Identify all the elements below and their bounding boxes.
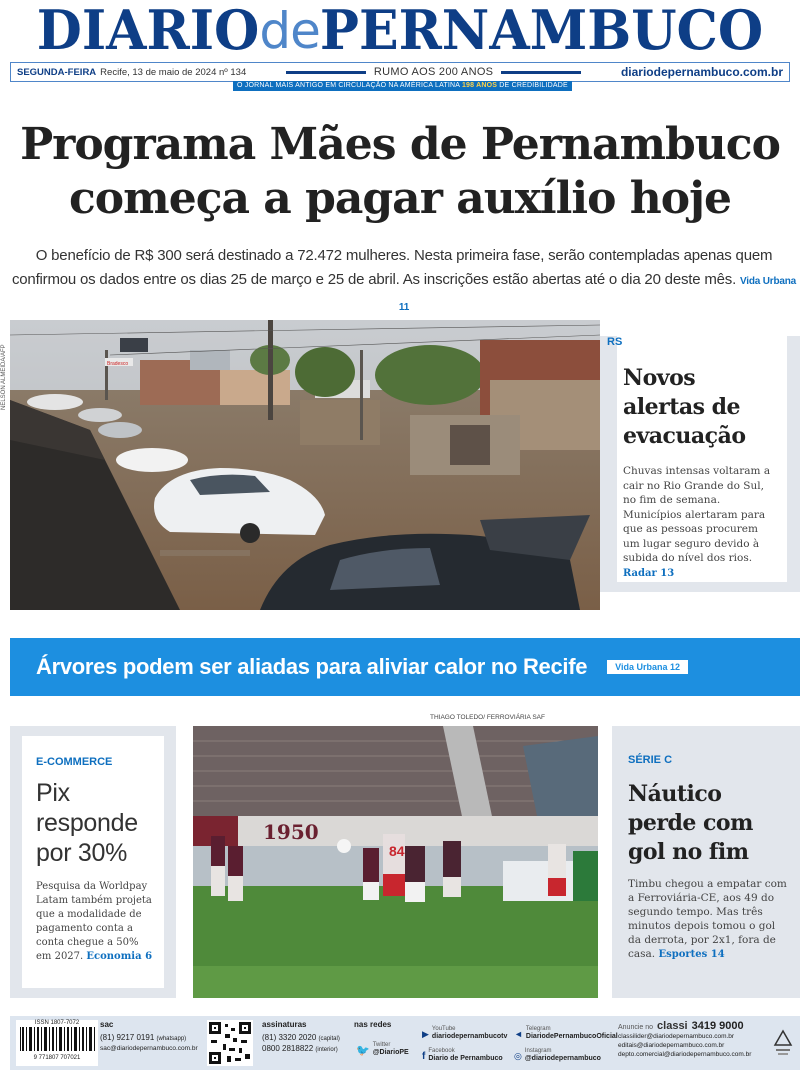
- instagram-label: Instagram: [524, 1048, 552, 1054]
- qr-code-icon[interactable]: [207, 1020, 253, 1066]
- barcode-number: 9 771807 707021: [33, 1055, 81, 1061]
- lead-text: O benefício de R$ 300 será destinado a 72.472 mulheres. Nesta primeira fase, serão contempladas apenas quem confirmou os dados entre os dias 25 de março e 25 de abril. As inscrições estão abertas até o dia 20 deste mês.: [11, 247, 773, 288]
- lead-paragraph: [10, 244, 798, 320]
- headline-line-1: Programa Mães de Pernambuco: [20, 119, 780, 170]
- twitter-icon: 🐦: [356, 1044, 370, 1057]
- youtube-handle: diariodepernambucotv: [431, 1033, 508, 1040]
- telegram-icon: ◄: [514, 1029, 523, 1039]
- serie-c-body: [628, 877, 788, 962]
- youtube-link[interactable]: [422, 1026, 507, 1042]
- tagline-text: O JORNAL MAIS ANTIGO EM CIRCULAÇÃO NA AMÉRICA LATINA: [237, 82, 460, 89]
- classi-block: [618, 1020, 768, 1059]
- youtube-label: YouTube: [431, 1026, 456, 1032]
- divider-line-right: [501, 71, 581, 74]
- wall-number: 1950: [263, 820, 319, 844]
- flood-photo-illustration: [10, 320, 600, 610]
- barcode-box: [16, 1020, 98, 1066]
- assinaturas-block: [262, 1020, 352, 1055]
- sac-block: [100, 1020, 206, 1054]
- rs-page-ref[interactable]: Radar 13: [623, 567, 675, 579]
- redes-label: nas redes: [354, 1020, 392, 1029]
- ass-phone-line-2: [262, 1044, 352, 1055]
- recycle-icon: [772, 1028, 794, 1058]
- ecommerce-body: [36, 880, 156, 964]
- instagram-link[interactable]: [514, 1048, 601, 1064]
- rumo-wrap: [246, 66, 621, 78]
- trees-banner[interactable]: [10, 638, 800, 696]
- weekday: SEGUNDA-FEIRA: [17, 66, 97, 78]
- main-headline[interactable]: [10, 118, 790, 226]
- ecommerce-title: Pix responde por 30%: [36, 779, 138, 867]
- photo1-credit: [0, 320, 10, 410]
- serie-c-page-ref[interactable]: Esportes 14: [658, 949, 725, 960]
- footer-bar: [10, 1016, 800, 1070]
- serie-c-title: Náutico perde com gol no fim: [628, 781, 753, 865]
- classi-email-3[interactable]: depto.comercial@diariodepernambuco.com.br: [618, 1051, 752, 1058]
- classi-header: [618, 1020, 768, 1032]
- ass-phone-2[interactable]: 0800 2818822: [262, 1044, 314, 1053]
- rs-story[interactable]: [607, 336, 787, 582]
- anuncie-label: Anuncie no: [618, 1024, 654, 1031]
- sac-phone-note: (whatsapp): [156, 1036, 187, 1042]
- classi-email-2[interactable]: editais@diariodepernambuco.com.br: [618, 1042, 725, 1049]
- bank-sign: Bradesco: [107, 361, 129, 367]
- rs-body-text: Chuvas intensas voltaram a cair no Rio Grande do Sul, no fim de semana. Municípios alertaram para que as pessoas procurem um lugar seguro devido à subida do nível dos rios.: [623, 465, 771, 564]
- facebook-icon: f: [422, 1050, 426, 1062]
- jersey-number: 84: [389, 843, 405, 859]
- flood-photo[interactable]: [10, 320, 600, 610]
- ecommerce-story[interactable]: [22, 736, 164, 988]
- photo1-credit-text: NELSON ALMEIDA/AFP: [1, 344, 7, 410]
- facebook-handle: Diario de Pernambuco: [428, 1055, 503, 1062]
- ass-phone-1[interactable]: (81) 3320 2020: [262, 1033, 317, 1042]
- barcode-icon: [16, 1026, 98, 1052]
- tagline-tail: DE CREDIBILIDADE: [499, 82, 568, 89]
- twitter-handle: @DiarioPE: [372, 1049, 409, 1056]
- instagram-icon: ◎: [514, 1050, 522, 1061]
- instagram-handle: @diariodepernambuco: [524, 1055, 601, 1062]
- ecommerce-kicker: E-COMMERCE: [36, 756, 113, 768]
- football-photo-illustration: [193, 726, 598, 998]
- rs-title: Novos alertas de evacuação: [623, 365, 746, 449]
- masthead-part-diario: DIARIO: [36, 0, 260, 63]
- ecommerce-body-text: Pesquisa da Worldpay Latam também projeta que a modalidade de pagamento conta a conta chegue a 50% em 2027.: [36, 881, 152, 962]
- masthead-logo[interactable]: [10, 0, 790, 63]
- serie-c-kicker: SÉRIE C: [628, 754, 673, 766]
- ass-phone-line-1: [262, 1033, 352, 1044]
- masthead-part-de: de: [259, 2, 320, 60]
- rs-kicker: RS: [607, 336, 623, 348]
- dateline-bar: [10, 62, 790, 82]
- sac-phone[interactable]: (81) 9217 0191: [100, 1033, 155, 1042]
- qr-code-graphic: [207, 1020, 253, 1066]
- masthead-part-pernambuco: PERNAMBUCO: [319, 0, 764, 63]
- twitter-link[interactable]: [356, 1042, 409, 1058]
- sac-phone-line: [100, 1033, 206, 1044]
- telegram-handle: DiariodePernambucoOficial: [525, 1033, 618, 1040]
- classi-email-1[interactable]: classilider@diariodepernambuco.com.br: [618, 1033, 735, 1040]
- nautico-story[interactable]: [612, 726, 800, 998]
- tagline-years: 198 ANOS: [461, 82, 498, 89]
- classi-phone[interactable]: 3419 9000: [691, 1020, 744, 1032]
- ecommerce-page-ref[interactable]: Economia 6: [86, 951, 153, 962]
- divider-line-left: [286, 71, 366, 74]
- classi-label: classi: [657, 1020, 688, 1032]
- serie-c-body-text: Timbu chegou a empatar com a Ferroviária-CE, aos 49 do segundo tempo. Mas três minutos depois tomou o gol da derrota, por 2x1, fora de casa.: [628, 878, 787, 960]
- ass-phone-2-note: (interior): [315, 1047, 338, 1053]
- sac-email[interactable]: sac@diariodepernambuco.com.br: [100, 1045, 198, 1052]
- youtube-icon: ▶: [422, 1028, 429, 1039]
- facebook-label: Facebook: [428, 1048, 455, 1054]
- date-edition: Recife, 13 de maio de 2024 nº 134: [100, 66, 247, 78]
- banner-headline: Árvores podem ser aliadas para aliviar calor no Recife: [36, 654, 588, 679]
- facebook-link[interactable]: [422, 1048, 503, 1064]
- football-photo[interactable]: [193, 726, 598, 998]
- lead-page-ref[interactable]: Vida Urbana 11: [398, 276, 796, 313]
- assinaturas-label: assinaturas: [262, 1020, 307, 1029]
- issn: ISSN 1807-7072: [34, 1020, 80, 1026]
- rs-body: [623, 464, 773, 581]
- photo2-credit: THIAGO TOLEDO/ FERROVIÁRIA SAF: [430, 714, 545, 721]
- twitter-label: Twitter: [372, 1042, 391, 1048]
- social-block: [354, 1020, 618, 1066]
- headline-line-2: começa a pagar auxílio hoje: [69, 173, 731, 224]
- telegram-label: Telegram: [525, 1026, 551, 1032]
- site-link[interactable]: diariodepernambuco.com.br: [620, 65, 783, 79]
- telegram-link[interactable]: [514, 1026, 618, 1042]
- ass-phone-1-note: (capital): [318, 1036, 340, 1042]
- recycle-graphic: [772, 1028, 794, 1058]
- sac-label: sac: [100, 1020, 114, 1029]
- tagline-bar: [233, 81, 572, 91]
- rumo-slogan: RUMO AOS 200 ANOS: [373, 66, 494, 78]
- banner-page-ref[interactable]: Vida Urbana 12: [607, 660, 688, 674]
